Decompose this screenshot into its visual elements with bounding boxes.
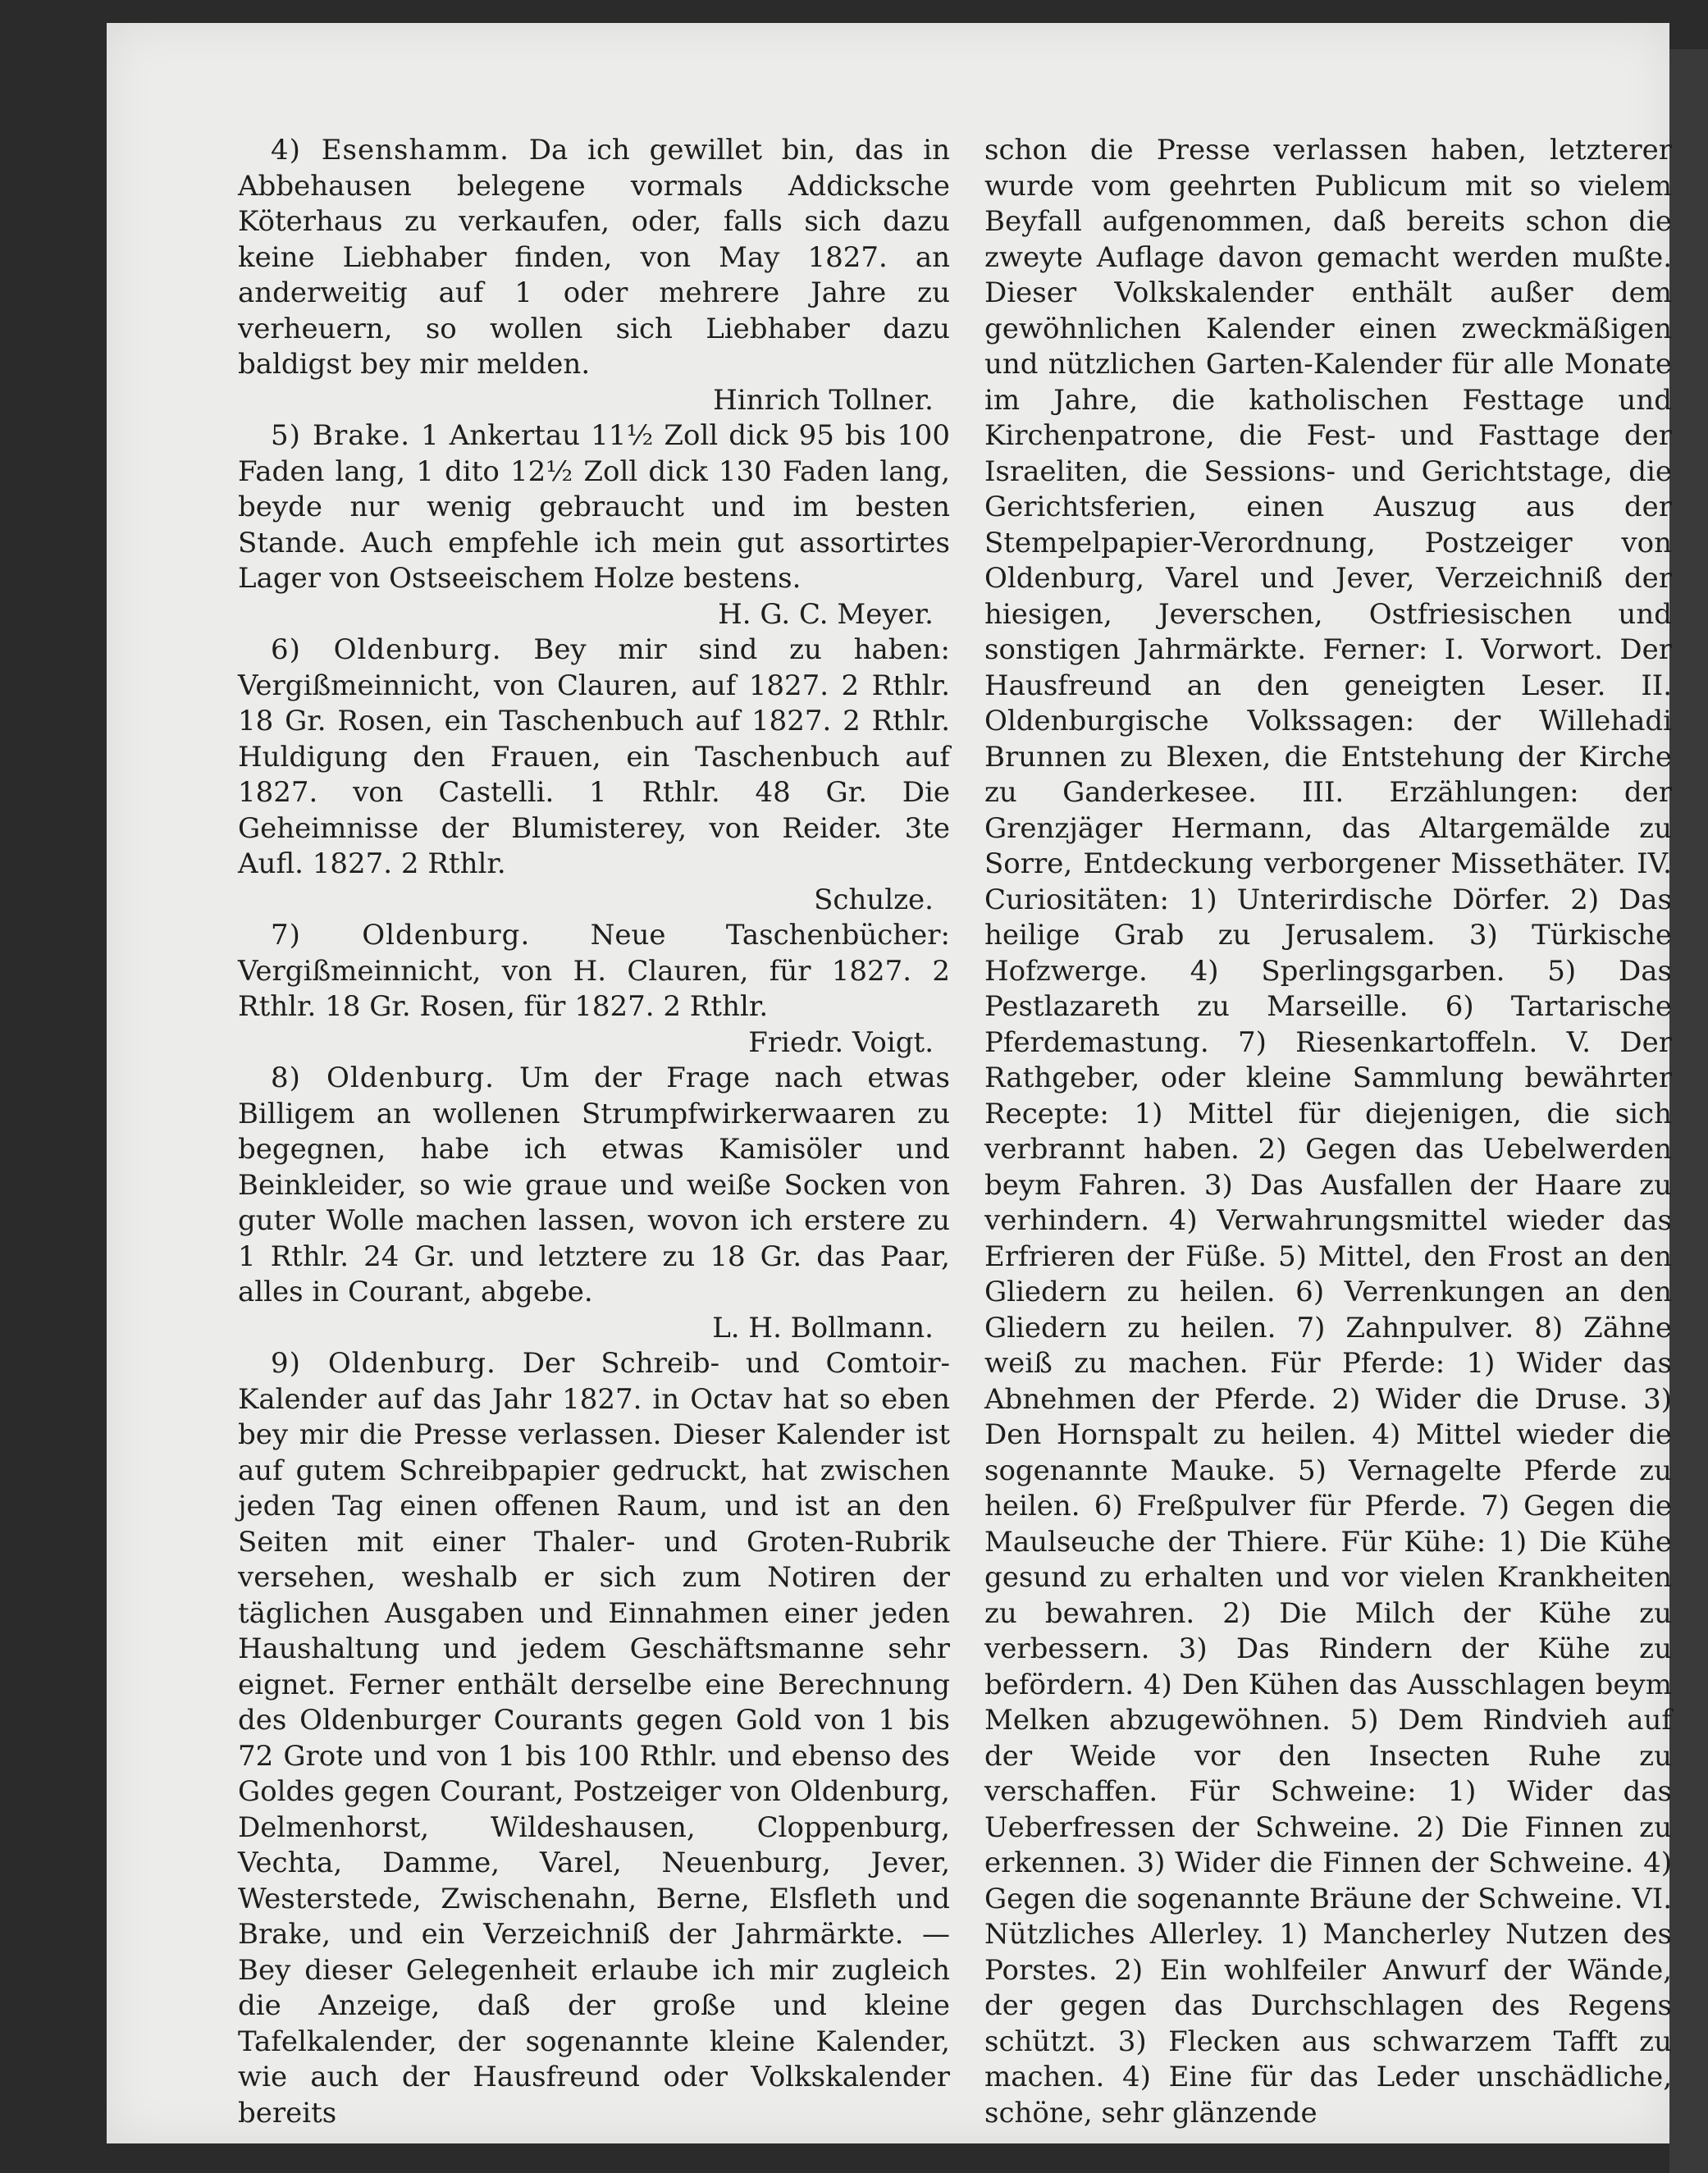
notice-body: Der Schreib- und Comtoir-Kalender auf das Jahr 1827. in Octav hat so eben bey mir die Presse verlassen. Dieser Kalender ist auf gutem Schreibpapier gedruckt, hat zwischen jeden Tag einen offenen Raum, und ist an den Seiten mit einer Thaler- und Groten-Rubrik versehen, weshalb er sich zum Notiren der täglichen Ausgaben und Einnahmen einer jeden Haushaltung und jedem Geschäftsmanne sehr eignet. Ferner enthält derselbe eine Berechnung des Oldenburger Courants gegen Gold von 1 bis 72 Grote und von 1 bis 100 Rthlr. und ebenso des Goldes gegen Courant, Postzeiger von Oldenburg, Delmenhorst, Wildeshausen, Cloppenburg, Vechta, Damme, Varel, Neuenburg, Jever, Westerstede, Zwischenahn, Berne, Elsfleth und Brake, und ein Verzeichniß der Jahrmärkte. — Bey dieser Gelegenheit erlaube ich mir zugleich die Anzeige, daß der große und kleine Tafelkalender, der sogenannte kleine Kalender, wie auch der Hausfreund oder Volkskalender bereits (238, 1347, 950, 2130)
notice-body: Neue Taschenbücher: Vergißmeinnicht, von H. Clauren, für 1827. 2 Rthlr. 18 Gr. Rosen, für 1827. 2 Rthlr. (238, 919, 951, 1023)
notice-signature: L. H. Bollmann. (712, 1311, 934, 1344)
notice-9 (238, 1346, 950, 2131)
notice-9-continuation: schon die Presse verlassen haben, letzterer wurde vom geehrten Publicum mit so vielem Beyfall aufgenommen, daß bereits schon die zweyte Auflage davon gemacht werden mußte. Dieser Volkskalender enthält außer dem gewöhnlichen Kalender einen zweckmäßigen und nützlichen Garten-Kalender für alle Monate im Jahre, die katholischen Festtage und Kirchenpatrone, die Fest- und Fasttage der Israeliten, die Sessions- und Gerichtstage, die Gerichtsferien, einen Auszug aus der Stempelpapier-Verordnung, Postzeiger von Oldenburg, Varel und Jever, Verzeichniß der hiesigen, Jeverschen, Ostfriesischen und sonstigen Jahrmärkte. Ferner: I. Vorwort. Der Hausfreund an den geneigten Leser. II. Oldenburgische Volkssagen: der Willehadi Brunnen zu Blexen, die Entstehung der Kirche zu Ganderkesee. III. Erzählungen: der Grenzjäger Hermann, das Altargemälde zu Sorre, Entdeckung verborgener Missethäter. IV. Curiositäten: 1) Unterirdische Dörfer. 2) Das heilige Grab zu Jerusalem. 3) Türkische Hofzwerge. 4) Sperlingsgarben. 5) Das Pestlazareth zu Marseille. 6) Tartarische Pferdemastung. 7) Riesenkartoffeln. V. Der Rathgeber, oder kleine Sammlung bewährter Recepte: 1) Mittel für diejenigen, die sich verbrannt haben. 2) Gegen das Uebelwerden beym Fahren. 3) Das Ausfallen der Haare zu verhindern. 4) Verwahrungsmittel wieder das Erfrieren der Füße. 5) Mittel, den Frost an den Gliedern zu heilen. 6) Verrenkungen an den Gliedern zu heilen. 7) Zahnpulver. 8) Zähne weiß zu machen. Für Pferde: 1) Wider das Abnehmen der Pferde. 2) Wider die Druse. 3) Den Hornspalt zu heilen. 4) Mittel wieder die sogenannte Mauke. 5) Vernagelte Pferde zu heilen. 6) Freßpulver für Pferde. 7) Gegen die Maulseuche der Thiere. Für Kühe: 1) Die Kühe gesund zu erhalten und vor vielen Krankheiten zu bewahren. 2) Die Milch der Kühe zu verbessern. 3) Das Rindern der Kühe zu befördern. 4) Den Kühen das Ausschlagen beym Melken abzugewöhnen. 5) Dem Rindvieh auf der Weide vor den Insecten Ruhe zu verschaffen. Für Schweine: 1) Wider das Ueberfressen der Schweine. 2) Die Finnen zu erkennen. 3) Wider die Finnen der Schweine. 4) Gegen die sogenannte Bräune der Schweine. VI. Nützliches Allerley. 1) Mancherley Nutzen des Porstes. 2) Ein wohlfeiler Anwurf der Wände, der gegen das Durchschlagen des Regens schützt. 3) Flecken aus schwarzem Tafft zu machen. 4) Eine für das Leder unschädliche, schöne, sehr glänzende (984, 134, 1672, 2130)
notice-signature: Hinrich Tollner. (713, 383, 934, 417)
right-column (984, 133, 1672, 2131)
notice-signature: Friedr. Voigt. (748, 1025, 934, 1059)
notice-signature: Schulze. (814, 883, 934, 916)
notice-body: 1 Ankertau 11½ Zoll dick 95 bis 100 Faden lang, 1 dito 12½ Zoll dick 130 Faden lang, beyde nur wenig gebraucht und im besten Stande. Auch empfehle ich mein gut assortirtes Lager von Ostseeischem Holze bestens. (238, 419, 950, 595)
page-edge (1669, 49, 1708, 2173)
left-column (238, 133, 950, 2131)
notice-6 (238, 632, 950, 883)
notice-place: 4) Esenshamm. (271, 134, 509, 167)
notice-8 (238, 1061, 950, 1311)
notice-place: 7) Oldenburg. (271, 919, 531, 952)
notice-7 (238, 918, 950, 1025)
notice-place: 5) Brake. (271, 419, 410, 452)
notice-place: 9) Oldenburg. (271, 1347, 496, 1380)
notice-place: 6) Oldenburg. (271, 633, 502, 666)
notice-4 (238, 133, 950, 383)
notice-body: Um der Frage nach etwas Billigem an wollenen Strumpfwirkerwaaren zu begegnen, habe ich etwas Kamisöler und Beinkleider, so wie graue und weiße Socken von guter Wolle machen lassen, wovon ich erstere zu 1 Rthlr. 24 Gr. und letztere zu 18 Gr. das Paar, alles in Courant, abgebe. (238, 1061, 950, 1308)
notice-signature: H. G. C. Meyer. (718, 597, 934, 631)
notice-place: 8) Oldenburg. (271, 1061, 495, 1094)
notice-body: Bey mir sind zu haben: Vergißmeinnicht, von Clauren, auf 1827. 2 Rthlr. 18 Gr. Rosen, ein Taschenbuch auf 1827. 2 Rthlr. Huldigung den Frauen, ein Taschenbuch auf 1827. von Castelli. 1 Rthlr. 48 Gr. Die Geheimnisse der Blumisterey, von Reider. 3te Aufl. 1827. 2 Rthlr. (238, 633, 950, 880)
notice-5 (238, 418, 950, 597)
notice-body: Da ich gewillet bin, das in Abbehausen belegene vormals Addicksche Köterhaus zu verkaufen, oder, falls sich dazu keine Liebhaber finden, von May 1827. an anderweitig auf 1 oder mehrere Jahre zu verheuern, so wollen sich Liebhaber dazu baldigst bey mir melden. (238, 134, 950, 381)
